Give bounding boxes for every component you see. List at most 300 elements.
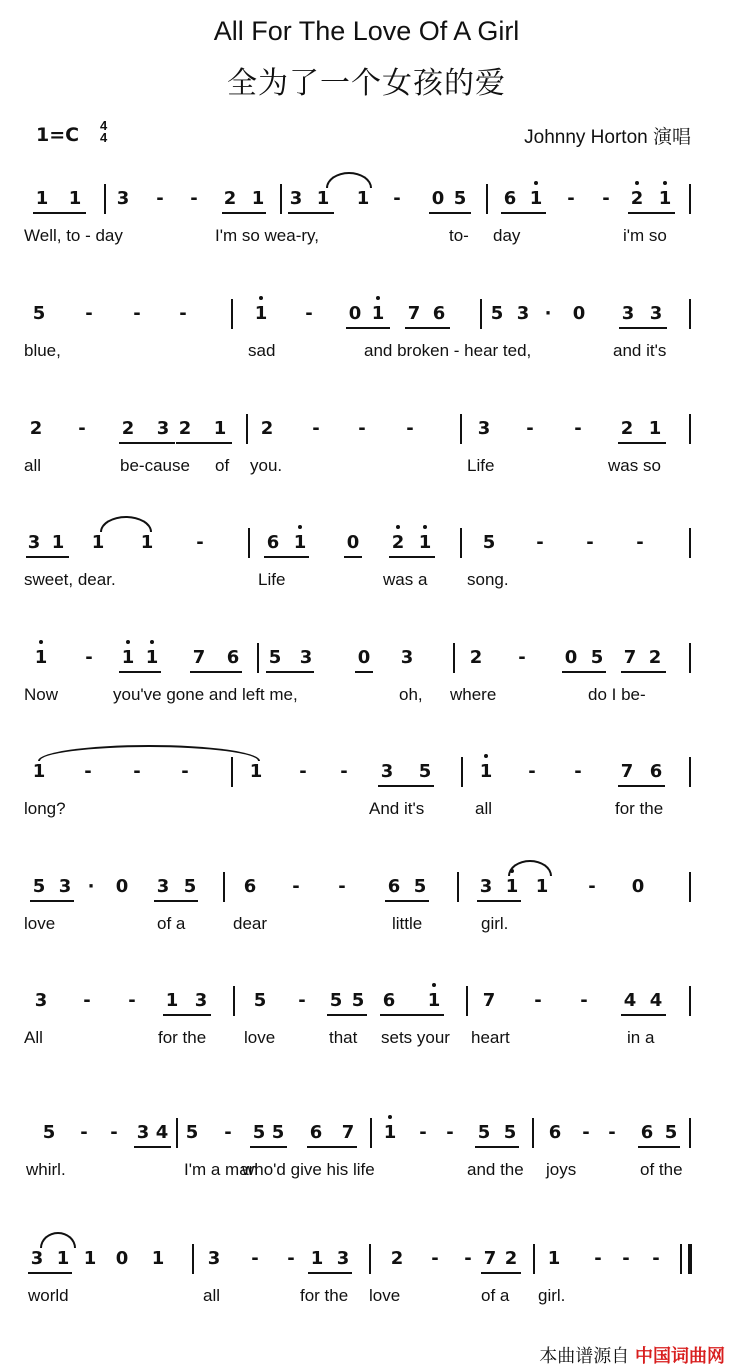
source-footer [539, 1342, 725, 1368]
note-token: 0 [572, 303, 586, 324]
lyric-text: Now [24, 685, 59, 704]
barline [248, 528, 250, 558]
note-token: 3 [116, 188, 130, 209]
key-signature: 1=C [36, 124, 80, 146]
source-label: 本曲谱源自 [539, 1346, 630, 1367]
note-token: 5 [185, 1122, 199, 1143]
note-token: - [528, 761, 536, 782]
note-token: 7 [341, 1122, 355, 1143]
beam-underline [154, 900, 198, 902]
lyric-text: all [475, 799, 493, 818]
note-token: 1 [32, 761, 46, 782]
note-token: 3 [479, 876, 493, 897]
note-token: 1 [83, 1248, 97, 1269]
beam-underline [619, 327, 667, 329]
beam-underline [562, 671, 606, 673]
beam-underline [308, 1272, 352, 1274]
beam-underline [618, 442, 666, 444]
note-token: - [181, 761, 189, 782]
note-token: 1 [68, 188, 82, 209]
lyric-text: Life [258, 570, 286, 589]
note-token: 1 [251, 188, 265, 209]
note-token: - [406, 418, 414, 439]
note-token: 6 [226, 647, 240, 668]
note-token: 5 [252, 1122, 266, 1143]
note-token: 5 [503, 1122, 517, 1143]
note-token: 1 [141, 647, 163, 668]
time-signature-top: 4 [100, 118, 108, 133]
barline [689, 872, 691, 902]
barline [689, 643, 691, 673]
beam-underline [638, 1146, 680, 1148]
lyric-text: where [450, 685, 497, 704]
score-system [0, 980, 733, 1080]
note-token: - [196, 532, 204, 553]
beam-underline [119, 671, 161, 673]
lyric-text: world [28, 1286, 69, 1305]
note-token: - [446, 1122, 454, 1143]
beam-underline [264, 556, 309, 558]
lyric-text: and broken - hear ted, [364, 341, 532, 360]
note-token: - [588, 876, 596, 897]
beam-underline [30, 900, 74, 902]
note-token: 1 [249, 761, 263, 782]
beam-underline [222, 212, 266, 214]
song-title-english: All For The Love Of A Girl [213, 16, 520, 46]
barline [532, 1118, 534, 1148]
note-token: - [305, 303, 313, 324]
lyric-text: girl. [481, 914, 509, 933]
lyric-text: love [24, 914, 56, 933]
note-token: - [340, 761, 348, 782]
note-token: 1 [35, 188, 49, 209]
lyric-text: for the [300, 1286, 349, 1305]
barline [176, 1118, 178, 1148]
lyric-text: of the [640, 1160, 683, 1179]
note-token: 0 [115, 1248, 129, 1269]
note-token: 3 [477, 418, 491, 439]
lyric-text: long? [24, 799, 66, 818]
note-token: - [464, 1248, 472, 1269]
note-token: - [431, 1248, 439, 1269]
lyric-text: for the [158, 1028, 207, 1047]
note-token: 3 [30, 1248, 44, 1269]
beam-underline [389, 556, 435, 558]
note-token: - [358, 418, 366, 439]
slur-arc [38, 745, 260, 761]
note-token: 1 [654, 188, 676, 209]
note-token: 1 [501, 876, 523, 897]
note-token: - [419, 1122, 427, 1143]
note-token: 2 [390, 1248, 404, 1269]
note-token: - [594, 1248, 602, 1269]
note-token: 1 [250, 303, 272, 324]
note-token: - [179, 303, 187, 324]
note-token: 7 [407, 303, 421, 324]
barline [480, 299, 482, 329]
lyric-text: do I be- [588, 685, 646, 704]
note-token: 1 [316, 188, 330, 209]
note-token: 3 [156, 418, 170, 439]
note-token: 6 [640, 1122, 654, 1143]
barline [223, 872, 225, 902]
lyric-text: was a [383, 570, 428, 589]
note-token: 1 [547, 1248, 561, 1269]
note-token: - [574, 761, 582, 782]
note-token: - [133, 303, 141, 324]
lyric-text: i'm so [623, 226, 667, 245]
score-system [0, 1112, 733, 1212]
note-token: 6 [382, 990, 396, 1011]
note-token: 6 [309, 1122, 323, 1143]
barline [689, 986, 691, 1016]
note-token: 4 [649, 990, 663, 1011]
lyric-text: blue, [24, 341, 61, 360]
beam-underline [621, 671, 666, 673]
lyric-text: who'd give his life [242, 1160, 375, 1179]
note-token: 5 [490, 303, 504, 324]
note-token: 3 [400, 647, 414, 668]
note-token: 1 [117, 647, 139, 668]
score-system [0, 1238, 733, 1338]
note-token: - [622, 1248, 630, 1269]
note-token: 3 [136, 1122, 150, 1143]
note-token: - [78, 418, 86, 439]
note-token: - [299, 761, 307, 782]
note-token: - [652, 1248, 660, 1269]
note-token: - [518, 647, 526, 668]
note-token: 5 [482, 532, 496, 553]
beam-underline [380, 1014, 444, 1016]
lyric-text: you. [250, 456, 283, 475]
lyric-text: song. [467, 570, 509, 589]
beam-underline [176, 442, 232, 444]
slur-arc [508, 860, 552, 876]
note-token: 1 [367, 303, 389, 324]
note-token: 1 [51, 532, 65, 553]
score-system [0, 178, 733, 278]
performer-credit: Johnny Horton 演唱 [524, 127, 691, 148]
note-token: 4 [623, 990, 637, 1011]
lyric-text: sad [248, 341, 276, 360]
score-system [0, 293, 733, 393]
lyric-text: whirl. [26, 1160, 66, 1179]
note-token: - [224, 1122, 232, 1143]
beam-underline [618, 785, 665, 787]
beam-underline [28, 1272, 72, 1274]
note-token: 5 [590, 647, 604, 668]
note-token: 0 [564, 647, 578, 668]
slur-arc [326, 172, 372, 188]
lyric-text: of [215, 456, 230, 475]
barline [104, 184, 106, 214]
barline [369, 1244, 371, 1274]
note-token: 6 [387, 876, 401, 897]
slur-arc [100, 516, 152, 532]
note-token: 5 [351, 990, 365, 1011]
note-token: 5 [477, 1122, 491, 1143]
beam-underline [429, 212, 471, 214]
note-token: - [85, 303, 93, 324]
note-token: 2 [223, 188, 237, 209]
note-token: 0 [357, 647, 371, 668]
note-token: - [526, 418, 534, 439]
lyric-text: Life [467, 456, 495, 475]
final-barline [688, 1244, 692, 1274]
note-token: 2 [387, 532, 409, 553]
note-token: - [567, 188, 575, 209]
note-token: 5 [418, 761, 432, 782]
note-token: 1 [535, 876, 549, 897]
note-token: 5 [32, 303, 46, 324]
note-token: 1 [310, 1248, 324, 1269]
note-token: 2 [469, 647, 483, 668]
barline [689, 414, 691, 444]
note-token: 3 [380, 761, 394, 782]
lyric-text: love [369, 1286, 401, 1305]
note-token: 1 [379, 1122, 401, 1143]
note-token: 2 [178, 418, 192, 439]
score-system [0, 637, 733, 737]
lyric-text: I'm so wea-ry, [215, 226, 320, 245]
note-token: 3 [621, 303, 635, 324]
beam-underline [378, 785, 434, 787]
beam-underline [481, 1272, 521, 1274]
note-token: 0 [431, 188, 445, 209]
beam-underline [501, 212, 546, 214]
barline [689, 299, 691, 329]
lyric-text: little [392, 914, 423, 933]
note-token: 4 [155, 1122, 169, 1143]
note-token: · [544, 303, 552, 324]
note-token: - [574, 418, 582, 439]
note-token: - [393, 188, 401, 209]
note-token: 6 [548, 1122, 562, 1143]
barline [680, 1244, 682, 1274]
note-token: 2 [648, 647, 662, 668]
note-token: - [636, 532, 644, 553]
beam-underline [621, 1014, 666, 1016]
lyric-text: heart [471, 1028, 510, 1047]
note-token: 5 [453, 188, 467, 209]
beam-underline [190, 671, 242, 673]
barline [231, 299, 233, 329]
note-token: - [85, 647, 93, 668]
beam-underline [134, 1146, 171, 1148]
note-token: - [602, 188, 610, 209]
lyric-text: dear [233, 914, 268, 933]
note-token: 5 [271, 1122, 285, 1143]
beam-underline [327, 1014, 367, 1016]
note-token: 2 [121, 418, 135, 439]
lyric-text: And it's [369, 799, 425, 818]
note-token: - [110, 1122, 118, 1143]
note-token: 5 [253, 990, 267, 1011]
note-token: 7 [482, 990, 496, 1011]
lyric-text: in a [627, 1028, 655, 1047]
beam-underline [628, 212, 675, 214]
lyric-text: love [244, 1028, 276, 1047]
lyric-text: all [203, 1286, 221, 1305]
beam-underline [344, 556, 362, 558]
note-token: 1 [475, 761, 497, 782]
note-token: 6 [432, 303, 446, 324]
lyric-text: all [24, 456, 42, 475]
note-token: - [298, 990, 306, 1011]
lyric-text: that [329, 1028, 358, 1047]
note-token: 5 [413, 876, 427, 897]
lyric-text: be-cause [120, 456, 190, 475]
note-token: 5 [183, 876, 197, 897]
note-token: 3 [336, 1248, 350, 1269]
note-token: 5 [32, 876, 46, 897]
lyric-text: sets your [381, 1028, 450, 1047]
note-token: 3 [649, 303, 663, 324]
beam-underline [266, 671, 314, 673]
barline [192, 1244, 194, 1274]
beam-underline [119, 442, 175, 444]
lyric-text: joys [546, 1160, 577, 1179]
note-token: 7 [623, 647, 637, 668]
lyric-text: Well, to - day [24, 226, 123, 245]
note-token: 5 [329, 990, 343, 1011]
beam-underline [26, 556, 69, 558]
note-token: - [534, 990, 542, 1011]
note-token: 3 [156, 876, 170, 897]
note-token: 5 [42, 1122, 56, 1143]
song-title-chinese: 全为了一个女孩的爱 [227, 66, 506, 101]
note-token: 1 [165, 990, 179, 1011]
note-token: - [580, 990, 588, 1011]
note-token: - [536, 532, 544, 553]
note-token: 6 [503, 188, 517, 209]
beam-underline [288, 212, 334, 214]
barline [533, 1244, 535, 1274]
beam-underline [346, 327, 390, 329]
note-token: 2 [260, 418, 274, 439]
barline [689, 757, 691, 787]
beam-underline [385, 900, 429, 902]
lyric-text: and the [467, 1160, 524, 1179]
lyric-text: day [493, 226, 521, 245]
note-token: 0 [631, 876, 645, 897]
barline [280, 184, 282, 214]
note-token: 1 [648, 418, 662, 439]
barline [231, 757, 233, 787]
note-token: 2 [626, 188, 648, 209]
note-token: 1 [356, 188, 370, 209]
time-signature [100, 120, 107, 144]
note-token: 1 [140, 532, 154, 553]
note-token: - [128, 990, 136, 1011]
barline [457, 872, 459, 902]
note-token: 3 [207, 1248, 221, 1269]
note-token: 5 [268, 647, 282, 668]
lyric-text: to- [449, 226, 469, 245]
time-signature-bottom: 4 [100, 130, 108, 145]
note-token: 7 [192, 647, 206, 668]
note-token: 1 [56, 1248, 70, 1269]
note-token: 1 [91, 532, 105, 553]
note-token: 3 [299, 647, 313, 668]
barline [689, 1118, 691, 1148]
barline [689, 528, 691, 558]
note-token: 7 [483, 1248, 497, 1269]
lyric-text: oh, [399, 685, 423, 704]
note-token: 3 [516, 303, 530, 324]
source-site: 中国词曲网 [635, 1346, 725, 1367]
note-token: - [287, 1248, 295, 1269]
note-token: - [292, 876, 300, 897]
lyric-text: of a [157, 914, 186, 933]
lyric-text: sweet, dear. [24, 570, 116, 589]
beam-underline [475, 1146, 519, 1148]
note-token: - [84, 761, 92, 782]
note-token: - [133, 761, 141, 782]
beam-underline [66, 212, 86, 214]
lyric-text: girl. [538, 1286, 566, 1305]
note-token: - [582, 1122, 590, 1143]
lyric-text: and it's [613, 341, 667, 360]
beam-underline [250, 1146, 287, 1148]
note-token: 5 [664, 1122, 678, 1143]
barline [246, 414, 248, 444]
beam-underline [405, 327, 450, 329]
lyric-text: was so [608, 456, 661, 475]
note-token: 1 [213, 418, 227, 439]
note-token: - [251, 1248, 259, 1269]
score-system [0, 522, 733, 622]
note-token: 1 [423, 990, 445, 1011]
note-token: 6 [243, 876, 257, 897]
note-token: 0 [115, 876, 129, 897]
note-token: - [608, 1122, 616, 1143]
barline [460, 528, 462, 558]
beam-underline [307, 1146, 357, 1148]
note-token: 3 [34, 990, 48, 1011]
barline [689, 184, 691, 214]
note-token: 6 [266, 532, 280, 553]
note-token: - [338, 876, 346, 897]
note-token: - [312, 418, 320, 439]
note-token: 1 [289, 532, 311, 553]
note-token: 3 [27, 532, 41, 553]
note-token: 6 [649, 761, 663, 782]
barline [453, 643, 455, 673]
note-token: 2 [620, 418, 634, 439]
note-token: - [83, 990, 91, 1011]
beam-underline [163, 1014, 211, 1016]
lyric-text: of a [481, 1286, 510, 1305]
note-token: 3 [194, 990, 208, 1011]
beam-underline [477, 900, 521, 902]
barline [257, 643, 259, 673]
score-system [0, 866, 733, 966]
barline [461, 757, 463, 787]
barline [233, 986, 235, 1016]
note-token: 1 [414, 532, 436, 553]
barline [466, 986, 468, 1016]
lyric-text: I'm a man [184, 1160, 259, 1179]
note-token: 1 [525, 188, 547, 209]
score-system [0, 751, 733, 851]
note-token: - [156, 188, 164, 209]
lyric-text: you've gone and left me, [113, 685, 298, 704]
slur-arc [40, 1232, 76, 1248]
note-token: 2 [29, 418, 43, 439]
note-token: 3 [289, 188, 303, 209]
note-token: 7 [620, 761, 634, 782]
